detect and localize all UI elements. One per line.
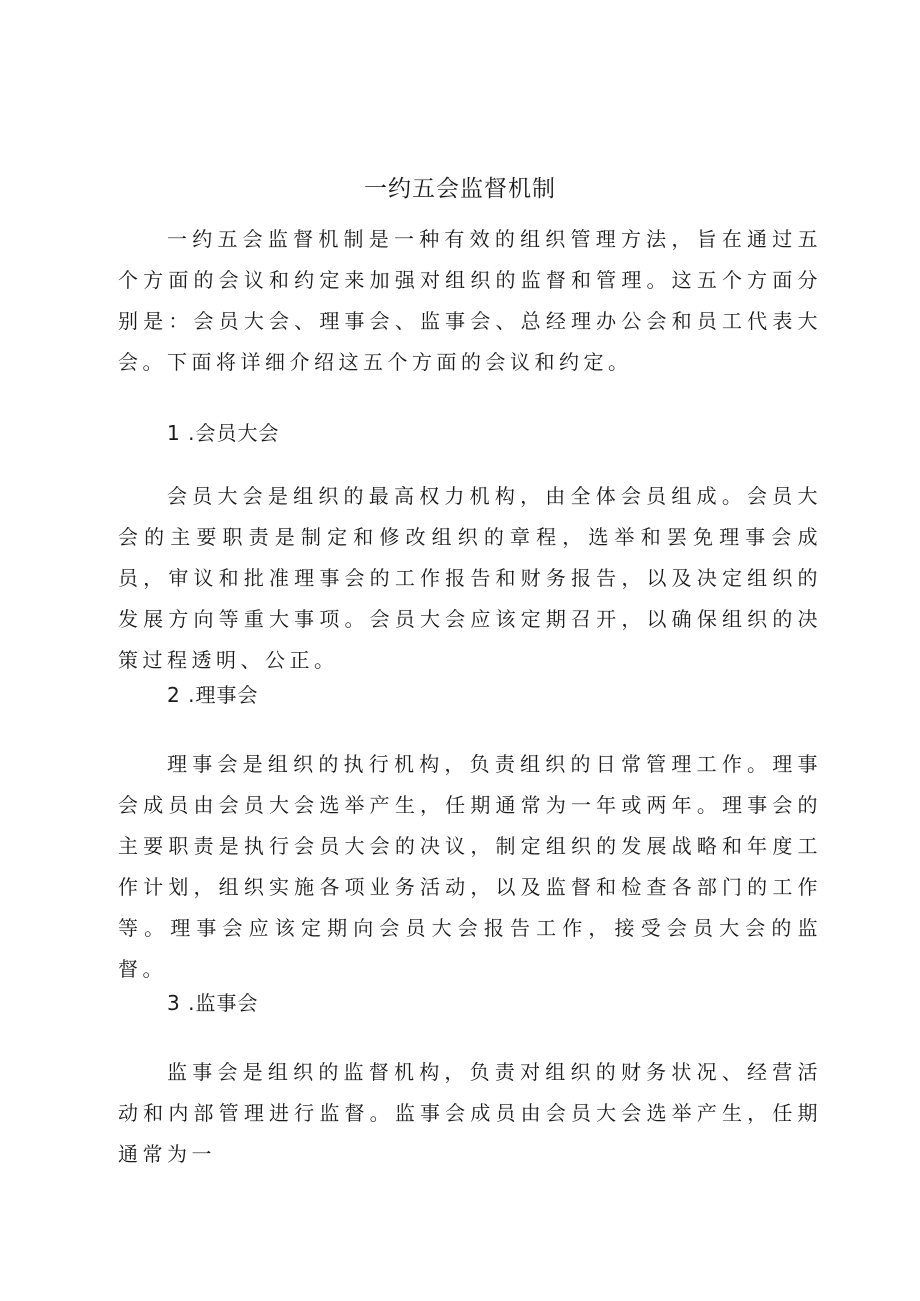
intro-paragraph: 一约五会监督机制是一种有效的组织管理方法，旨在通过五个方面的会议和约定来加强对组织的监督和管理。这五个方面分别是：会员大会、理事会、监事会、总经理办公会和员工代表大会。下面将详细介绍这五个方面的会议和约定。: [118, 227, 822, 374]
section-heading-member-assembly: 1 .会员大会: [167, 421, 280, 445]
document-title: 一约五会监督机制: [364, 176, 556, 202]
section-body-supervisory-board: 监事会是组织的监督机构，负责对组织的财务状况、经营活动和内部管理进行监督。监事会成员由会员大会选举产生，任期通常为一: [118, 1060, 822, 1166]
section-heading-board: 2 .理事会: [167, 683, 259, 707]
section-body-board: 理事会是组织的执行机构，负责组织的日常管理工作。理事会成员由会员大会选举产生，任期通常为一年或两年。理事会的主要职责是执行会员大会的决议，制定组织的发展战略和年度工作计划，组织实施各项业务活动，以及监督和检查各部门的工作等。理事会应该定期向会员大会报告工作，接受会员大会的监督。: [118, 752, 822, 981]
section-heading-supervisory-board: 3 .监事会: [167, 991, 259, 1015]
section-body-member-assembly: 会员大会是组织的最高权力机构，由全体会员组成。会员大会的主要职责是制定和修改组织的章程，选举和罢免理事会成员，审议和批准理事会的工作报告和财务报告，以及决定组织的发展方向等重大事项。会员大会应该定期召开，以确保组织的决策过程透明、公正。: [118, 484, 822, 672]
